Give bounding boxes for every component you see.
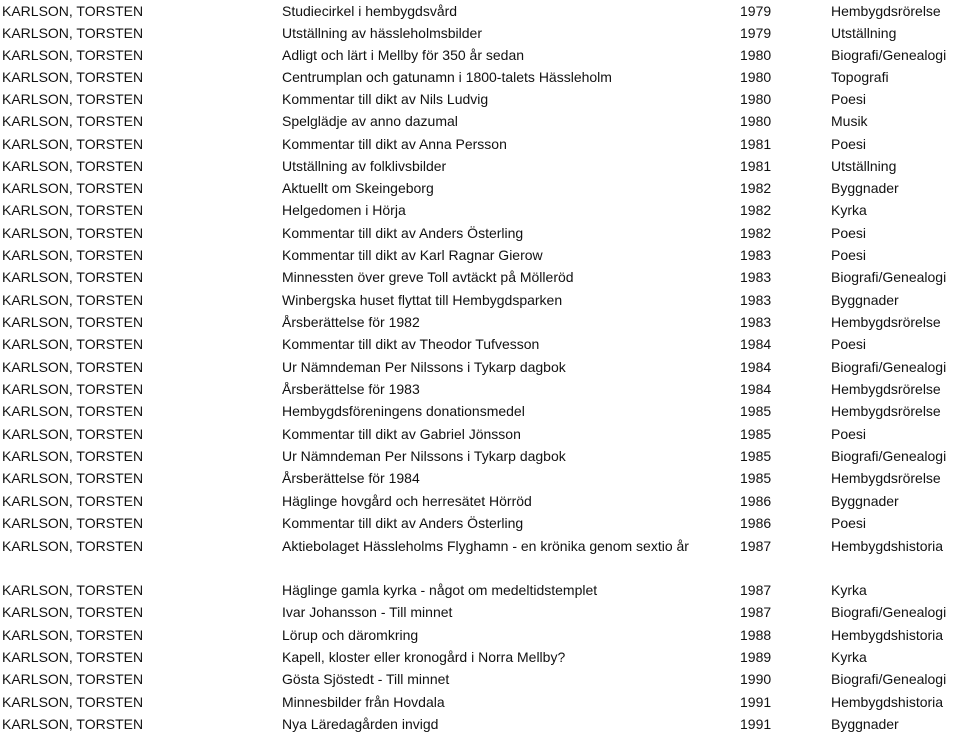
table-row [0, 22, 960, 44]
category-cell: Poesi [831, 515, 867, 531]
table-row [0, 467, 960, 489]
author-cell: KARLSON, TORSTEN [2, 158, 144, 174]
category-cell: Byggnader [831, 493, 899, 509]
title-cell: Aktuellt om Skeingeborg [282, 180, 434, 196]
author-cell: KARLSON, TORSTEN [2, 336, 144, 352]
title-cell: Utställning av folklivsbilder [282, 158, 447, 174]
title-cell: Årsberättelse för 1982 [282, 314, 420, 330]
title-cell: Spelglädje av anno dazumal [282, 113, 458, 129]
table-row [0, 691, 960, 713]
table-row [0, 646, 960, 668]
author-cell: KARLSON, TORSTEN [2, 136, 144, 152]
year-cell: 1980 [740, 69, 772, 85]
title-cell: Kommentar till dikt av Anna Persson [282, 136, 507, 152]
author-cell: KARLSON, TORSTEN [2, 359, 144, 375]
author-cell: KARLSON, TORSTEN [2, 694, 144, 710]
year-cell: 1980 [740, 113, 772, 129]
year-cell: 1981 [740, 158, 772, 174]
year-cell: 1988 [740, 627, 772, 643]
table-row [0, 512, 960, 534]
author-cell: KARLSON, TORSTEN [2, 47, 144, 63]
author-cell: KARLSON, TORSTEN [2, 448, 144, 464]
title-cell: Ur Nämndeman Per Nilssons i Tykarp dagbok [282, 359, 566, 375]
table-row [0, 0, 960, 22]
author-cell: KARLSON, TORSTEN [2, 69, 144, 85]
table-row [0, 423, 960, 445]
author-cell: KARLSON, TORSTEN [2, 381, 144, 397]
table-row [0, 579, 960, 601]
title-cell: Häglinge hovgård och herresätet Hörröd [282, 493, 532, 509]
title-cell: Kommentar till dikt av Anders Österling [282, 515, 524, 531]
category-cell: Hembygdsrörelse [831, 314, 941, 330]
author-cell: KARLSON, TORSTEN [2, 671, 144, 687]
category-cell: Byggnader [831, 716, 899, 732]
category-cell: Poesi [831, 225, 867, 241]
category-cell: Topografi [831, 69, 889, 85]
table-row [0, 289, 960, 311]
table-row [0, 601, 960, 623]
table-row [0, 490, 960, 512]
table-row [0, 155, 960, 177]
table-row [0, 624, 960, 646]
category-cell: Kyrka [831, 649, 867, 665]
category-cell: Poesi [831, 247, 867, 263]
author-cell: KARLSON, TORSTEN [2, 493, 144, 509]
author-cell: KARLSON, TORSTEN [2, 314, 144, 330]
title-cell: Helgedomen i Hörja [282, 202, 406, 218]
table-row [0, 110, 960, 132]
author-cell: KARLSON, TORSTEN [2, 180, 144, 196]
title-cell: Minnessten över greve Toll avtäckt på Mölleröd [282, 269, 574, 285]
title-cell: Ivar Johansson - Till minnet [282, 604, 453, 620]
year-cell: 1986 [740, 493, 772, 509]
category-cell: Hembygdsrörelse [831, 381, 941, 397]
author-cell: KARLSON, TORSTEN [2, 716, 144, 732]
category-cell: Poesi [831, 426, 867, 442]
table-row [0, 713, 960, 735]
category-cell: Biografi/Genealogi [831, 47, 947, 63]
title-cell: Lörup och däromkring [282, 627, 419, 643]
author-cell: KARLSON, TORSTEN [2, 225, 144, 241]
title-cell: Adligt och lärt i Mellby för 350 år sedan [282, 47, 525, 63]
year-cell: 1987 [740, 538, 772, 554]
author-cell: KARLSON, TORSTEN [2, 292, 144, 308]
table-row [0, 333, 960, 355]
title-cell: Nya Läredagården invigd [282, 716, 439, 732]
author-cell: KARLSON, TORSTEN [2, 538, 144, 554]
category-cell: Musik [831, 113, 868, 129]
table-row [0, 311, 960, 333]
year-cell: 1984 [740, 359, 772, 375]
title-cell: Studiecirkel i hembygdsvård [282, 3, 458, 19]
author-cell: KARLSON, TORSTEN [2, 604, 144, 620]
category-cell: Kyrka [831, 582, 867, 598]
author-cell: KARLSON, TORSTEN [2, 582, 144, 598]
author-cell: KARLSON, TORSTEN [2, 91, 144, 107]
title-cell: Årsberättelse för 1983 [282, 381, 420, 397]
year-cell: 1981 [740, 136, 772, 152]
category-cell: Hembygdsrörelse [831, 3, 941, 19]
author-cell: KARLSON, TORSTEN [2, 403, 144, 419]
table-row [0, 378, 960, 400]
year-cell: 1984 [740, 336, 772, 352]
category-cell: Utställning [831, 158, 897, 174]
table-row [0, 133, 960, 155]
category-cell: Biografi/Genealogi [831, 604, 947, 620]
title-cell: Kommentar till dikt av Theodor Tufvesson [282, 336, 540, 352]
author-cell: KARLSON, TORSTEN [2, 25, 144, 41]
category-cell: Hembygdshistoria [831, 627, 944, 643]
title-cell: Årsberättelse för 1984 [282, 470, 420, 486]
year-cell: 1982 [740, 225, 772, 241]
title-cell: Kommentar till dikt av Gabriel Jönsson [282, 426, 521, 442]
author-cell: KARLSON, TORSTEN [2, 269, 144, 285]
table-row [0, 356, 960, 378]
category-cell: Kyrka [831, 202, 867, 218]
year-cell: 1991 [740, 716, 772, 732]
table-row [0, 44, 960, 66]
year-cell: 1991 [740, 694, 772, 710]
category-cell: Poesi [831, 136, 867, 152]
year-cell: 1985 [740, 426, 772, 442]
category-cell: Byggnader [831, 180, 899, 196]
title-cell: Utställning av hässleholmsbilder [282, 25, 482, 41]
year-cell: 1989 [740, 649, 772, 665]
table-row [0, 445, 960, 467]
table-row [0, 400, 960, 422]
category-cell: Biografi/Genealogi [831, 671, 947, 687]
category-cell: Biografi/Genealogi [831, 269, 947, 285]
category-cell: Biografi/Genealogi [831, 359, 947, 375]
year-cell: 1985 [740, 448, 772, 464]
table-row [0, 177, 960, 199]
category-cell: Poesi [831, 91, 867, 107]
table-row [0, 535, 960, 557]
year-cell: 1983 [740, 269, 772, 285]
title-cell: Kapell, kloster eller kronogård i Norra Mellby? [282, 649, 566, 665]
title-cell: Kommentar till dikt av Anders Österling [282, 225, 524, 241]
table-row [0, 222, 960, 244]
title-cell: Häglinge gamla kyrka - något om medeltidstemplet [282, 582, 598, 598]
year-cell: 1987 [740, 582, 772, 598]
category-cell: Byggnader [831, 292, 899, 308]
year-cell: 1980 [740, 47, 772, 63]
year-cell: 1986 [740, 515, 772, 531]
title-cell: Hembygdsföreningens donationsmedel [282, 403, 525, 419]
year-cell: 1983 [740, 314, 772, 330]
table-row [0, 244, 960, 266]
title-cell: Gösta Sjöstedt - Till minnet [282, 671, 450, 687]
author-cell: KARLSON, TORSTEN [2, 247, 144, 263]
table-row [0, 668, 960, 690]
title-cell: Ur Nämndeman Per Nilssons i Tykarp dagbok [282, 448, 566, 464]
category-cell: Utställning [831, 25, 897, 41]
author-cell: KARLSON, TORSTEN [2, 627, 144, 643]
author-cell: KARLSON, TORSTEN [2, 426, 144, 442]
author-cell: KARLSON, TORSTEN [2, 113, 144, 129]
category-cell: Hembygdsrörelse [831, 403, 941, 419]
year-cell: 1990 [740, 671, 772, 687]
table-row [0, 266, 960, 288]
category-cell: Poesi [831, 336, 867, 352]
category-cell: Hembygdshistoria [831, 538, 944, 554]
year-cell: 1987 [740, 604, 772, 620]
title-cell: Centrumplan och gatunamn i 1800-talets Hässleholm [282, 69, 612, 85]
title-cell: Winbergska huset flyttat till Hembygdsparken [282, 292, 563, 308]
author-cell: KARLSON, TORSTEN [2, 515, 144, 531]
category-cell: Biografi/Genealogi [831, 448, 947, 464]
year-cell: 1979 [740, 25, 772, 41]
year-cell: 1982 [740, 180, 772, 196]
author-cell: KARLSON, TORSTEN [2, 649, 144, 665]
category-cell: Hembygdsrörelse [831, 470, 941, 486]
title-cell: Kommentar till dikt av Nils Ludvig [282, 91, 489, 107]
year-cell: 1983 [740, 292, 772, 308]
title-cell: Aktiebolaget Hässleholms Flyghamn - en krönika genom sextio år [282, 538, 689, 554]
year-cell: 1984 [740, 381, 772, 397]
year-cell: 1985 [740, 470, 772, 486]
table-row [0, 199, 960, 221]
year-cell: 1985 [740, 403, 772, 419]
year-cell: 1983 [740, 247, 772, 263]
table-row [0, 66, 960, 88]
category-cell: Hembygdshistoria [831, 694, 944, 710]
author-cell: KARLSON, TORSTEN [2, 3, 144, 19]
title-cell: Kommentar till dikt av Karl Ragnar Gierow [282, 247, 543, 263]
year-cell: 1979 [740, 3, 772, 19]
title-cell: Minnesbilder från Hovdala [282, 694, 445, 710]
author-cell: KARLSON, TORSTEN [2, 470, 144, 486]
author-cell: KARLSON, TORSTEN [2, 202, 144, 218]
year-cell: 1982 [740, 202, 772, 218]
year-cell: 1980 [740, 91, 772, 107]
table-row [0, 88, 960, 110]
